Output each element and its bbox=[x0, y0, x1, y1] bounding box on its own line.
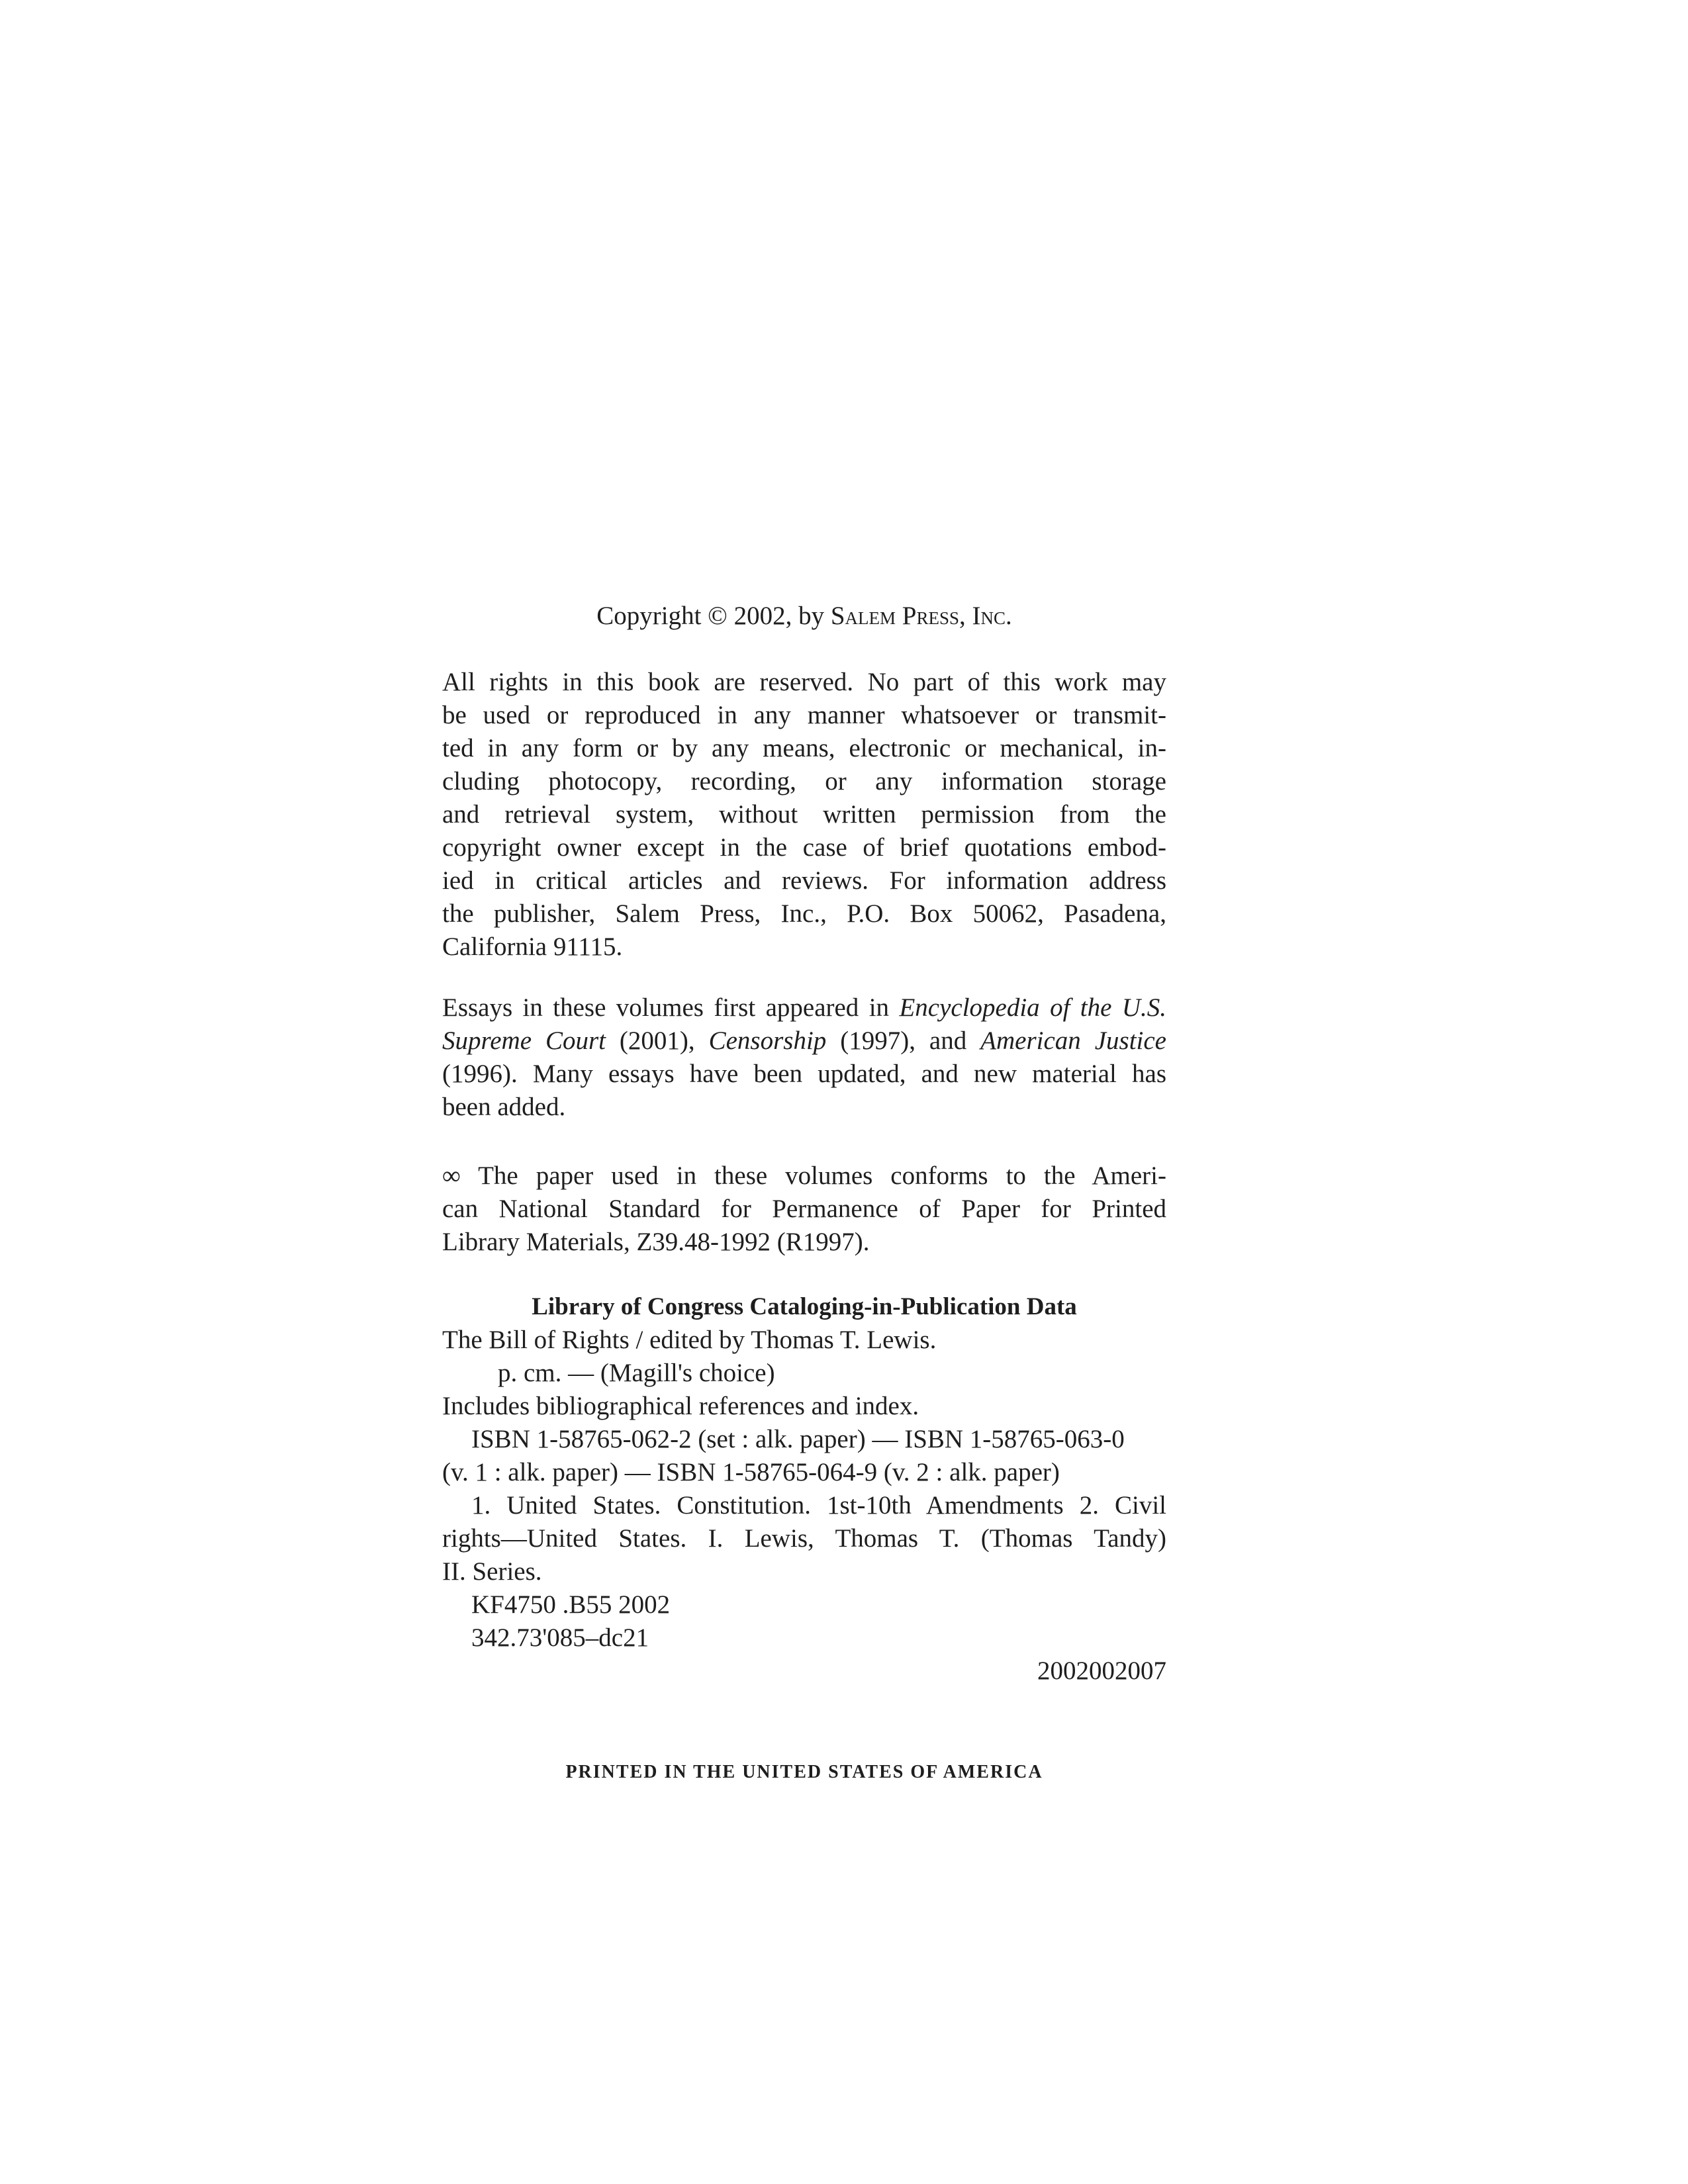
essays-text: Essays in these volumes first appeared in bbox=[442, 993, 900, 1022]
cip-isbn-line: ISBN 1-58765-062-2 (set : alk. paper) — ISBN 1-58765-063-0 bbox=[471, 1425, 1125, 1453]
copyright-notice bbox=[442, 600, 1166, 633]
cip-subject-line: rights—United States. I. Lewis, Thomas T. (Thomas Tandy) bbox=[442, 1524, 1166, 1553]
rights-line: ted in any form or by any means, electronic or mechanical, in- bbox=[442, 734, 1166, 762]
cip-title-line: The Bill of Rights / edited by Thomas T. Lewis. bbox=[442, 1326, 937, 1354]
rights-line: and retrieval system, without written permission from the bbox=[442, 800, 1166, 829]
paper-line: ∞ The paper used in these volumes conforms to the Ameri- bbox=[442, 1161, 1166, 1190]
rights-line: California 91115. bbox=[442, 933, 623, 961]
paper-line: can National Standard for Permanence of Paper for Printed bbox=[442, 1195, 1166, 1223]
essays-line-1 bbox=[442, 991, 1166, 1024]
cip-subject-line: II. Series. bbox=[442, 1557, 542, 1586]
rights-line: be used or reproduced in any manner whatsoever or transmit- bbox=[442, 701, 1166, 729]
cip-heading: Library of Congress Cataloging-in-Publication Data bbox=[532, 1293, 1077, 1320]
cip-dewey: 342.73'085–dc21 bbox=[471, 1623, 649, 1652]
rights-line: the publisher, Salem Press, Inc., P.O. Box 50062, Pasadena, bbox=[442, 899, 1166, 928]
essays-line-2 bbox=[442, 1024, 1166, 1058]
essays-title-encyclopedia: Encyclopedia of the U.S. bbox=[899, 993, 1166, 1022]
cip-subject-line: 1. United States. Constitution. 1st-10th Amendments 2. Civil bbox=[471, 1491, 1166, 1520]
copyright-prefix: Copyright © 2002, by bbox=[596, 602, 831, 630]
essays-paragraph bbox=[442, 991, 1166, 1124]
essays-title-censorship: Censorship bbox=[708, 1026, 827, 1055]
cip-lccn: 2002002007 bbox=[1037, 1657, 1166, 1685]
paper-paragraph bbox=[442, 1160, 1166, 1259]
paper-line: Library Materials, Z39.48-1992 (R1997). bbox=[442, 1228, 870, 1256]
copyright-publisher: Salem Press, Inc. bbox=[830, 602, 1012, 630]
printed-in-usa: PRINTED IN THE UNITED STATES OF AMERICA bbox=[565, 1762, 1043, 1782]
cip-data-block bbox=[442, 1291, 1166, 1688]
cip-lc-class: KF4750 .B55 2002 bbox=[471, 1590, 671, 1619]
rights-line: cluding photocopy, recording, or any information storage bbox=[442, 767, 1166, 796]
essays-line-3: (1996). Many essays have been updated, and new material has bbox=[442, 1060, 1166, 1088]
essays-title-american-justice: American Justice bbox=[980, 1026, 1166, 1055]
rights-paragraph bbox=[442, 666, 1166, 964]
cip-pcm-line: p. cm. — (Magill's choice) bbox=[498, 1359, 775, 1387]
essays-text: (2001), bbox=[605, 1026, 709, 1055]
essays-text: (1997), and bbox=[826, 1026, 981, 1055]
essays-title-supreme-court: Supreme Court bbox=[442, 1026, 606, 1055]
essays-line-4: been added. bbox=[442, 1093, 566, 1121]
rights-line: copyright owner except in the case of brief quotations embod- bbox=[442, 833, 1166, 862]
rights-line: ied in critical articles and reviews. For information address bbox=[442, 866, 1166, 895]
cip-isbn-line: (v. 1 : alk. paper) — ISBN 1-58765-064-9 (v. 2 : alk. paper) bbox=[442, 1458, 1060, 1486]
rights-line: All rights in this book are reserved. No part of this work may bbox=[442, 668, 1166, 696]
cip-includes-line: Includes bibliographical references and index. bbox=[442, 1392, 919, 1420]
